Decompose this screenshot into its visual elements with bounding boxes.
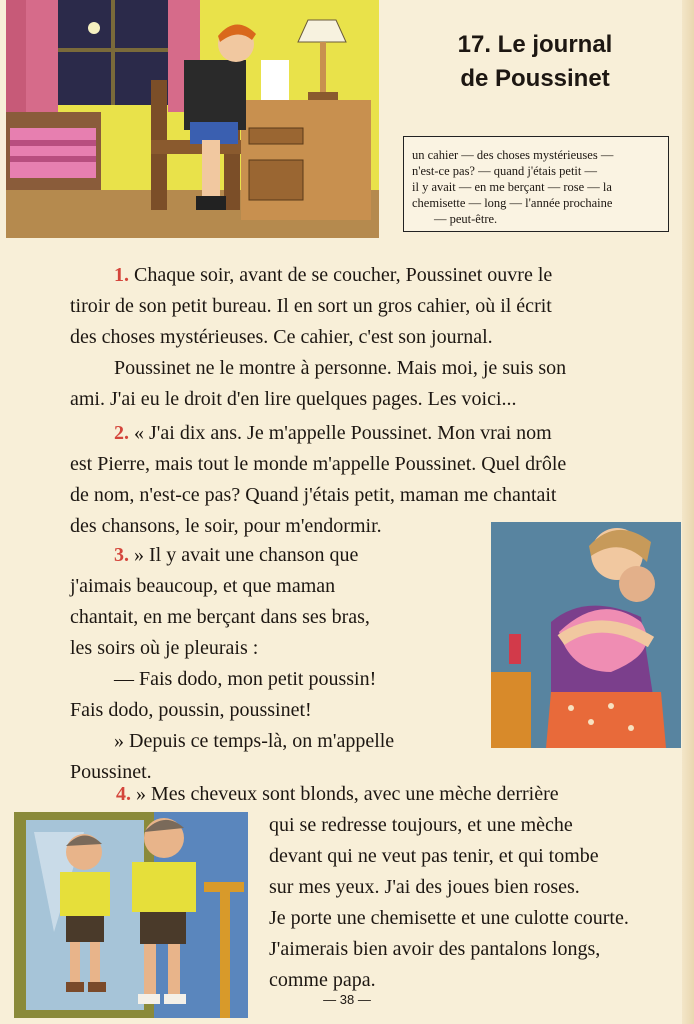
page-number: — 38 — (323, 992, 371, 1007)
paragraph-line: » Mes cheveux sont blonds, avec une mèche derrière (136, 783, 559, 805)
paragraph-number: 2. (114, 422, 129, 444)
paragraph-line: « J'ai dix ans. Je m'appelle Poussinet. Mon vrai nom (134, 422, 552, 444)
paragraph-line: » Il y avait une chanson que (134, 544, 359, 566)
illustration-boy-writing (6, 0, 379, 238)
paragraph-line: ami. J'ai eu le droit d'en lire quelques pages. Les voici... (70, 388, 517, 410)
page-edge (682, 0, 694, 1024)
paragraph-line: qui se redresse toujours, et une mèche (269, 814, 573, 836)
title-line-1: 17. Le journal (457, 31, 613, 58)
vocab-line: — peut-être. (434, 212, 498, 226)
paragraph-line: les soirs où je pleurais : (70, 637, 259, 659)
paragraph-line: des chansons, le soir, pour m'endormir. (70, 515, 382, 537)
paragraph-line: sur mes yeux. J'ai des joues bien roses. (269, 876, 580, 898)
paragraph-line: chantait, en me berçant dans ses bras, (70, 606, 370, 628)
paragraph-line: — Fais dodo, mon petit poussin! (114, 668, 377, 690)
paragraph-line: Chaque soir, avant de se coucher, Poussinet ouvre le (134, 264, 553, 286)
paragraph-3 (70, 540, 453, 788)
paragraph-4 (116, 779, 680, 810)
title-line-2: de Poussinet (460, 65, 610, 92)
paragraph-line: devant qui ne veut pas tenir, et qui tombe (269, 845, 599, 867)
paragraph-line: de nom, n'est-ce pas? Quand j'étais petit, maman me chantait (70, 484, 557, 506)
vocabulary-box (403, 136, 669, 232)
paragraph-number: 1. (114, 264, 129, 286)
paragraph-line: J'aimerais bien avoir des pantalons longs, (269, 938, 601, 960)
paragraph-line: » Depuis ce temps-là, on m'appelle (114, 730, 395, 752)
paragraph-number: 3. (114, 544, 129, 566)
vocab-line: n'est-ce pas? — quand j'étais petit — (412, 164, 598, 178)
paragraph-line: des choses mystérieuses. Ce cahier, c'est son journal. (70, 326, 493, 348)
paragraph-line: tiroir de son petit bureau. Il en sort un gros cahier, où il écrit (70, 295, 552, 317)
paragraph-line: Poussinet. (70, 761, 152, 783)
paragraph-line: comme papa. (269, 969, 376, 991)
paragraph-4-wrap (269, 810, 680, 996)
paragraph-line: Fais dodo, poussin, poussinet! (70, 699, 312, 721)
paragraph-line: j'aimais beaucoup, et que maman (70, 575, 336, 597)
paragraph-line: Poussinet ne le montre à personne. Mais moi, je suis son (114, 357, 567, 379)
vocab-line: chemisette — long — l'année prochaine (412, 196, 613, 210)
illustration-boy-at-mirror (14, 812, 248, 1018)
paragraph-number: 4. (116, 783, 131, 805)
lesson-title (420, 28, 650, 96)
paragraph-line: Je porte une chemisette et une culotte courte. (269, 907, 629, 929)
paragraph-1 (70, 260, 676, 415)
paragraph-line: est Pierre, mais tout le monde m'appelle Poussinet. Quel drôle (70, 453, 567, 475)
vocab-line: un cahier — des choses mystérieuses — (412, 148, 614, 162)
illustration-mother-and-child (491, 522, 681, 748)
vocab-line: il y avait — en me berçant — rose — la (412, 180, 612, 194)
